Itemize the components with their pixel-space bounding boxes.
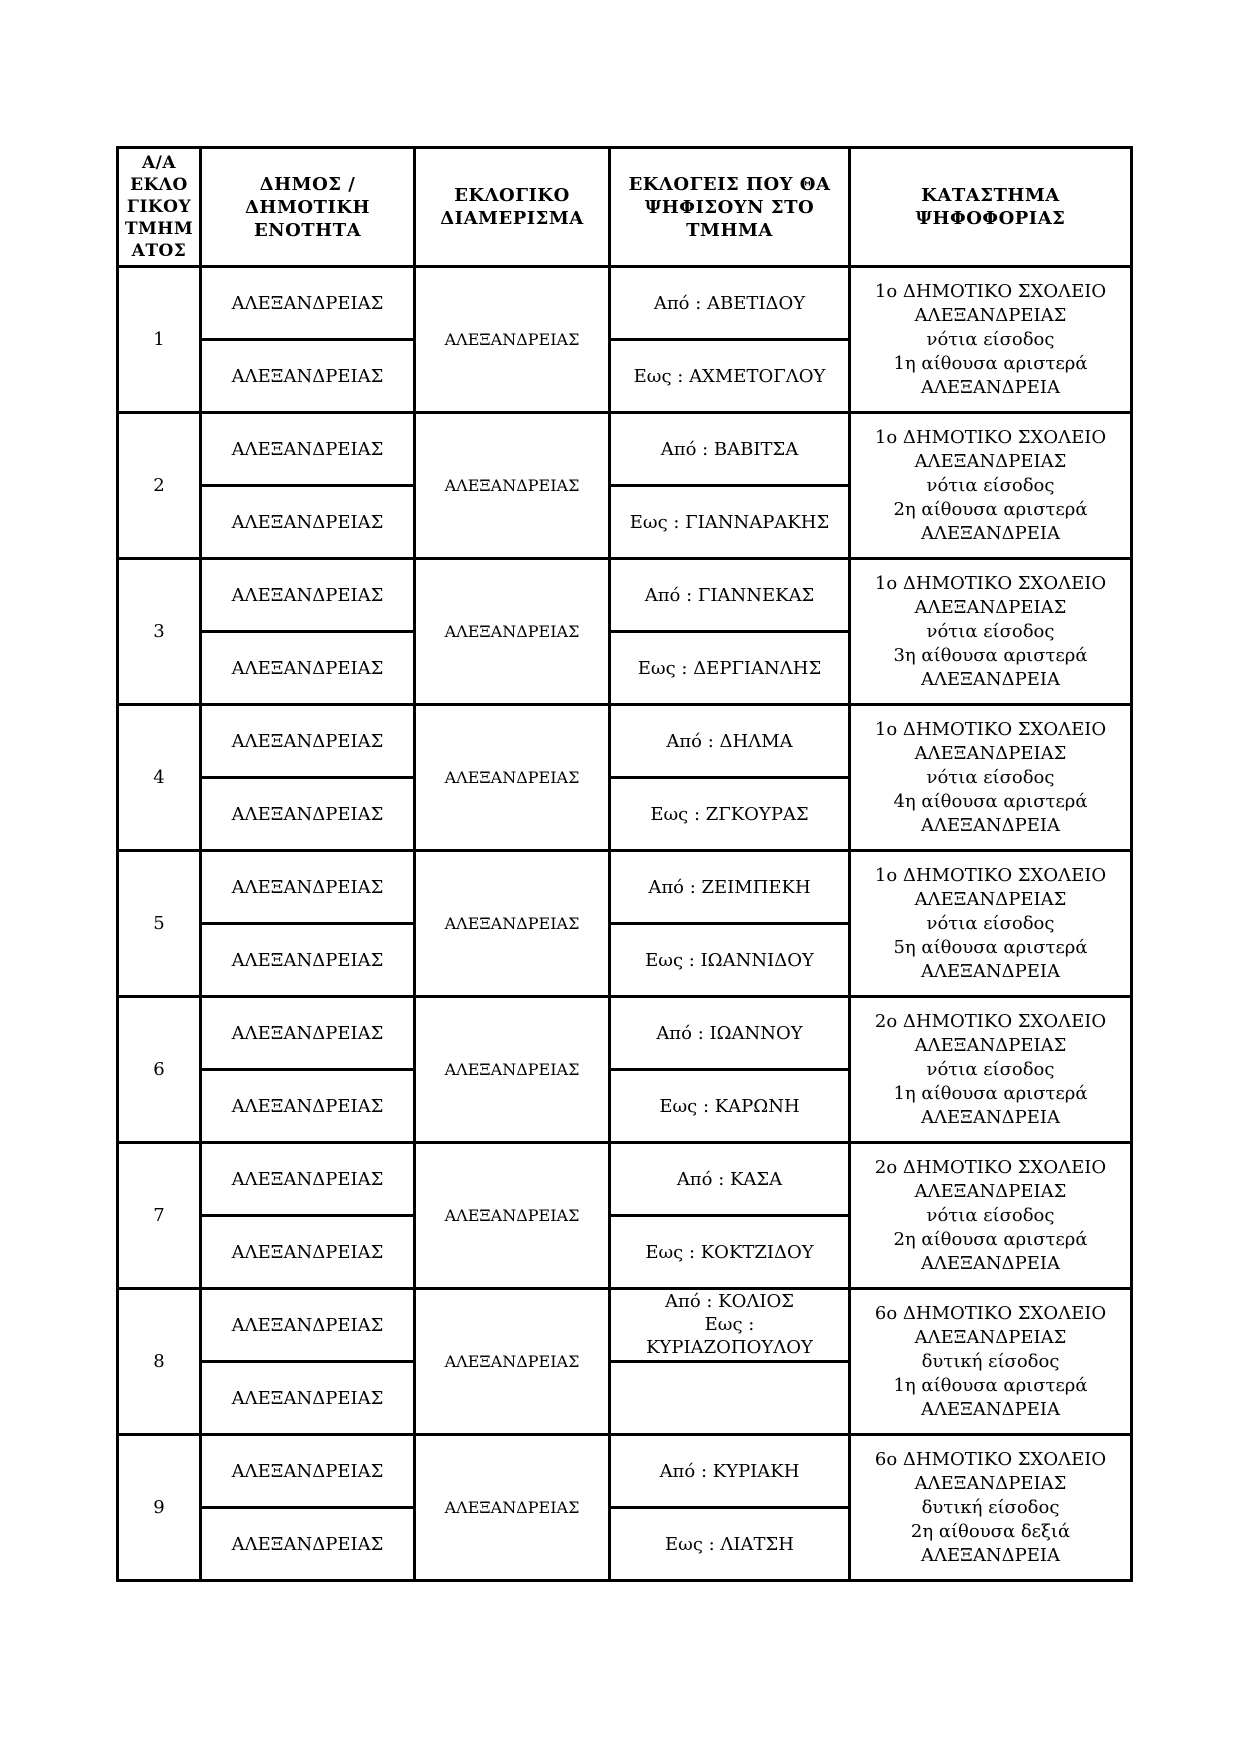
dimos-cell: ΑΛΕΞΑΝΔΡΕΙΑΣ bbox=[201, 1070, 415, 1143]
voters-from-cell: Από : ΙΩΑΝΝΟΥ bbox=[610, 997, 850, 1070]
polling-station-cell bbox=[850, 1435, 1132, 1581]
header-dimos bbox=[201, 148, 415, 267]
voters-from-cell: Από : ΑΒΕΤΙΔΟΥ bbox=[610, 267, 850, 340]
voters-from-cell: Από : ΚΥΡΙΑΚΗ bbox=[610, 1435, 850, 1508]
voters-to-cell: Εως : ΑΧΜΕΤΟΓΛΟΥ bbox=[610, 340, 850, 413]
text-line: ΑΤΟΣ bbox=[131, 241, 187, 261]
voters-from-cell: Από : ΚΑΣΑ bbox=[610, 1143, 850, 1216]
dimos-cell: ΑΛΕΞΑΝΔΡΕΙΑΣ bbox=[201, 340, 415, 413]
text-line: 1ο ΔΗΜΟΤΙΚΟ ΣΧΟΛΕΙΟ bbox=[874, 572, 1107, 594]
table-row bbox=[118, 1435, 1132, 1508]
voters-to-cell: Εως : ΛΙΑΤΣΗ bbox=[610, 1508, 850, 1581]
polling-station-cell bbox=[850, 705, 1132, 851]
dimos-cell: ΑΛΕΞΑΝΔΡΕΙΑΣ bbox=[201, 705, 415, 778]
text-line: ΔΗΜΟΣ / bbox=[259, 173, 356, 195]
text-line: ΑΛΕΞΑΝΔΡΕΙΑΣ bbox=[914, 742, 1067, 764]
table-row bbox=[118, 1143, 1132, 1216]
text-line: ΑΛΕΞΑΝΔΡΕΙΑΣ bbox=[914, 1180, 1067, 1202]
table-row bbox=[118, 851, 1132, 924]
text-line: 2ο ΔΗΜΟΤΙΚΟ ΣΧΟΛΕΙΟ bbox=[874, 1010, 1107, 1032]
dimos-cell: ΑΛΕΞΑΝΔΡΕΙΑΣ bbox=[201, 559, 415, 632]
diamerisma-cell: ΑΛΕΞΑΝΔΡΕΙΑΣ bbox=[415, 413, 610, 559]
text-line: ΑΛΕΞΑΝΔΡΕΙΑ bbox=[921, 1252, 1060, 1274]
voters-from-cell: Από : ΖΕΙΜΠΕΚΗ bbox=[610, 851, 850, 924]
section-number: 2 bbox=[118, 413, 201, 559]
text-line: ΔΙΑΜΕΡΙΣΜΑ bbox=[440, 208, 584, 229]
table-row bbox=[118, 559, 1132, 632]
text-line: ΚΑΤΑΣΤΗΜΑ bbox=[921, 185, 1060, 206]
text-line: ΑΛΕΞΑΝΔΡΕΙΑΣ bbox=[914, 1326, 1067, 1348]
section-number: 1 bbox=[118, 267, 201, 413]
diamerisma-cell: ΑΛΕΞΑΝΔΡΕΙΑΣ bbox=[415, 1435, 610, 1581]
text-line: δυτική είσοδος bbox=[921, 1350, 1060, 1372]
text-line: ΤΜΗΜ bbox=[124, 219, 194, 239]
text-line: ΚΥΡΙΑΖΟΠΟΥΛΟΥ bbox=[646, 1337, 813, 1358]
section-number: 9 bbox=[118, 1435, 201, 1581]
section-number: 7 bbox=[118, 1143, 201, 1289]
diamerisma-cell: ΑΛΕΞΑΝΔΡΕΙΑΣ bbox=[415, 267, 610, 413]
text-line: Από : ΚΟΛΙΟΣ bbox=[665, 1291, 794, 1312]
header-eklogeis bbox=[610, 148, 850, 267]
text-line: 2ο ΔΗΜΟΤΙΚΟ ΣΧΟΛΕΙΟ bbox=[874, 1156, 1107, 1178]
text-line: ΑΛΕΞΑΝΔΡΕΙΑ bbox=[921, 1398, 1060, 1420]
text-line: ΑΛΕΞΑΝΔΡΕΙΑΣ bbox=[914, 1034, 1067, 1056]
text-line: ΕΚΛΟΓΕΙΣ ΠΟΥ ΘΑ bbox=[628, 173, 831, 195]
text-line: νότια είσοδος bbox=[926, 1058, 1055, 1080]
voters-range-cell bbox=[610, 1289, 850, 1362]
dimos-cell: ΑΛΕΞΑΝΔΡΕΙΑΣ bbox=[201, 267, 415, 340]
dimos-cell: ΑΛΕΞΑΝΔΡΕΙΑΣ bbox=[201, 924, 415, 997]
polling-station-cell bbox=[850, 851, 1132, 997]
text-line: ΑΛΕΞΑΝΔΡΕΙΑ bbox=[921, 522, 1060, 544]
section-number: 4 bbox=[118, 705, 201, 851]
polling-station-cell bbox=[850, 997, 1132, 1143]
voters-to-cell: Εως : ΚΟΚΤΖΙΔΟΥ bbox=[610, 1216, 850, 1289]
header-row bbox=[118, 148, 1132, 267]
dimos-cell: ΑΛΕΞΑΝΔΡΕΙΑΣ bbox=[201, 413, 415, 486]
text-line: ΑΛΕΞΑΝΔΡΕΙΑ bbox=[921, 1106, 1060, 1128]
text-line: 1η αίθουσα αριστερά bbox=[893, 1082, 1088, 1104]
text-line: ΤΜΗΜΑ bbox=[686, 219, 773, 241]
text-line: 6ο ΔΗΜΟΤΙΚΟ ΣΧΟΛΕΙΟ bbox=[874, 1302, 1107, 1324]
text-line: ΑΛΕΞΑΝΔΡΕΙΑ bbox=[921, 668, 1060, 690]
dimos-cell: ΑΛΕΞΑΝΔΡΕΙΑΣ bbox=[201, 1216, 415, 1289]
text-line: ΑΛΕΞΑΝΔΡΕΙΑ bbox=[921, 1544, 1060, 1566]
voters-to-cell: Εως : ΔΕΡΓΙΑΝΛΗΣ bbox=[610, 632, 850, 705]
text-line: 1ο ΔΗΜΟΤΙΚΟ ΣΧΟΛΕΙΟ bbox=[874, 426, 1107, 448]
text-line: Εως : bbox=[704, 1314, 755, 1335]
text-line: νότια είσοδος bbox=[926, 474, 1055, 496]
voters-from-cell: Από : ΓΙΑΝΝΕΚΑΣ bbox=[610, 559, 850, 632]
table-row bbox=[118, 267, 1132, 340]
text-line: ΑΛΕΞΑΝΔΡΕΙΑΣ bbox=[914, 1472, 1067, 1494]
text-line: ΕΚΛΟ bbox=[130, 175, 188, 195]
dimos-cell: ΑΛΕΞΑΝΔΡΕΙΑΣ bbox=[201, 778, 415, 851]
text-line: ΑΛΕΞΑΝΔΡΕΙΑ bbox=[921, 376, 1060, 398]
text-line: νότια είσοδος bbox=[926, 620, 1055, 642]
text-line: 2η αίθουσα αριστερά bbox=[893, 498, 1088, 520]
table-row bbox=[118, 1289, 1132, 1362]
text-line: νότια είσοδος bbox=[926, 328, 1055, 350]
text-line: ΑΛΕΞΑΝΔΡΕΙΑΣ bbox=[914, 596, 1067, 618]
text-line: 6ο ΔΗΜΟΤΙΚΟ ΣΧΟΛΕΙΟ bbox=[874, 1448, 1107, 1470]
text-line: 1ο ΔΗΜΟΤΙΚΟ ΣΧΟΛΕΙΟ bbox=[874, 718, 1107, 740]
text-line: ΓΙΚΟΥ bbox=[126, 197, 192, 217]
text-line: ΕΝΟΤΗΤΑ bbox=[253, 219, 362, 241]
dimos-cell: ΑΛΕΞΑΝΔΡΕΙΑΣ bbox=[201, 1143, 415, 1216]
polling-station-cell bbox=[850, 559, 1132, 705]
voters-to-cell: Εως : ΙΩΑΝΝΙΔΟΥ bbox=[610, 924, 850, 997]
text-line: 3η αίθουσα αριστερά bbox=[893, 644, 1088, 666]
header-diamerisma bbox=[415, 148, 610, 267]
table-row bbox=[118, 997, 1132, 1070]
text-line: Α/Α bbox=[141, 153, 177, 173]
polling-table bbox=[116, 146, 1133, 1582]
polling-station-cell bbox=[850, 1143, 1132, 1289]
text-line: ΔΗΜΟΤΙΚΗ bbox=[244, 196, 371, 218]
text-line: 5η αίθουσα αριστερά bbox=[893, 936, 1088, 958]
text-line: ΨΗΦΙΣΟΥΝ ΣΤΟ bbox=[644, 196, 815, 218]
section-number: 8 bbox=[118, 1289, 201, 1435]
text-line: ΑΛΕΞΑΝΔΡΕΙΑΣ bbox=[914, 304, 1067, 326]
text-line: νότια είσοδος bbox=[926, 1204, 1055, 1226]
text-line: 1ο ΔΗΜΟΤΙΚΟ ΣΧΟΛΕΙΟ bbox=[874, 280, 1107, 302]
text-line: νότια είσοδος bbox=[926, 766, 1055, 788]
text-line: νότια είσοδος bbox=[926, 912, 1055, 934]
dimos-cell: ΑΛΕΞΑΝΔΡΕΙΑΣ bbox=[201, 1508, 415, 1581]
text-line: 2η αίθουσα αριστερά bbox=[893, 1228, 1088, 1250]
text-line: ΑΛΕΞΑΝΔΡΕΙΑΣ bbox=[914, 450, 1067, 472]
diamerisma-cell: ΑΛΕΞΑΝΔΡΕΙΑΣ bbox=[415, 851, 610, 997]
table-row bbox=[118, 413, 1132, 486]
diamerisma-cell: ΑΛΕΞΑΝΔΡΕΙΑΣ bbox=[415, 1289, 610, 1435]
dimos-cell: ΑΛΕΞΑΝΔΡΕΙΑΣ bbox=[201, 486, 415, 559]
dimos-cell: ΑΛΕΞΑΝΔΡΕΙΑΣ bbox=[201, 997, 415, 1070]
voters-to-cell: Εως : ΚΑΡΩΝΗ bbox=[610, 1070, 850, 1143]
header-aa bbox=[118, 148, 201, 267]
voters-to-cell: Εως : ΖΓΚΟΥΡΑΣ bbox=[610, 778, 850, 851]
dimos-cell: ΑΛΕΞΑΝΔΡΕΙΑΣ bbox=[201, 1362, 415, 1435]
polling-station-cell bbox=[850, 413, 1132, 559]
diamerisma-cell: ΑΛΕΞΑΝΔΡΕΙΑΣ bbox=[415, 1143, 610, 1289]
text-line: 1ο ΔΗΜΟΤΙΚΟ ΣΧΟΛΕΙΟ bbox=[874, 864, 1107, 886]
dimos-cell: ΑΛΕΞΑΝΔΡΕΙΑΣ bbox=[201, 851, 415, 924]
voters-from-cell: Από : ΔΗΛΜΑ bbox=[610, 705, 850, 778]
voters-to-cell bbox=[610, 1362, 850, 1435]
section-number: 5 bbox=[118, 851, 201, 997]
text-line: 1η αίθουσα αριστερά bbox=[893, 1374, 1088, 1396]
dimos-cell: ΑΛΕΞΑΝΔΡΕΙΑΣ bbox=[201, 1289, 415, 1362]
voters-to-cell: Εως : ΓΙΑΝΝΑΡΑΚΗΣ bbox=[610, 486, 850, 559]
section-number: 3 bbox=[118, 559, 201, 705]
text-line: ΨΗΦΟΦΟΡΙΑΣ bbox=[915, 208, 1066, 229]
text-line: 4η αίθουσα αριστερά bbox=[893, 790, 1088, 812]
text-line: ΑΛΕΞΑΝΔΡΕΙΑ bbox=[921, 814, 1060, 836]
text-line: ΑΛΕΞΑΝΔΡΕΙΑ bbox=[921, 960, 1060, 982]
polling-station-cell bbox=[850, 267, 1132, 413]
dimos-cell: ΑΛΕΞΑΝΔΡΕΙΑΣ bbox=[201, 1435, 415, 1508]
text-line: ΕΚΛΟΓΙΚΟ bbox=[454, 185, 570, 206]
text-line: 1η αίθουσα αριστερά bbox=[893, 352, 1088, 374]
voters-from-cell: Από : ΒΑΒΙΤΣΑ bbox=[610, 413, 850, 486]
table-row bbox=[118, 705, 1132, 778]
diamerisma-cell: ΑΛΕΞΑΝΔΡΕΙΑΣ bbox=[415, 559, 610, 705]
polling-station-cell bbox=[850, 1289, 1132, 1435]
header-katastima bbox=[850, 148, 1132, 267]
text-line: δυτική είσοδος bbox=[921, 1496, 1060, 1518]
text-line: 2η αίθουσα δεξιά bbox=[910, 1520, 1071, 1542]
dimos-cell: ΑΛΕΞΑΝΔΡΕΙΑΣ bbox=[201, 632, 415, 705]
diamerisma-cell: ΑΛΕΞΑΝΔΡΕΙΑΣ bbox=[415, 705, 610, 851]
diamerisma-cell: ΑΛΕΞΑΝΔΡΕΙΑΣ bbox=[415, 997, 610, 1143]
section-number: 6 bbox=[118, 997, 201, 1143]
text-line: ΑΛΕΞΑΝΔΡΕΙΑΣ bbox=[914, 888, 1067, 910]
